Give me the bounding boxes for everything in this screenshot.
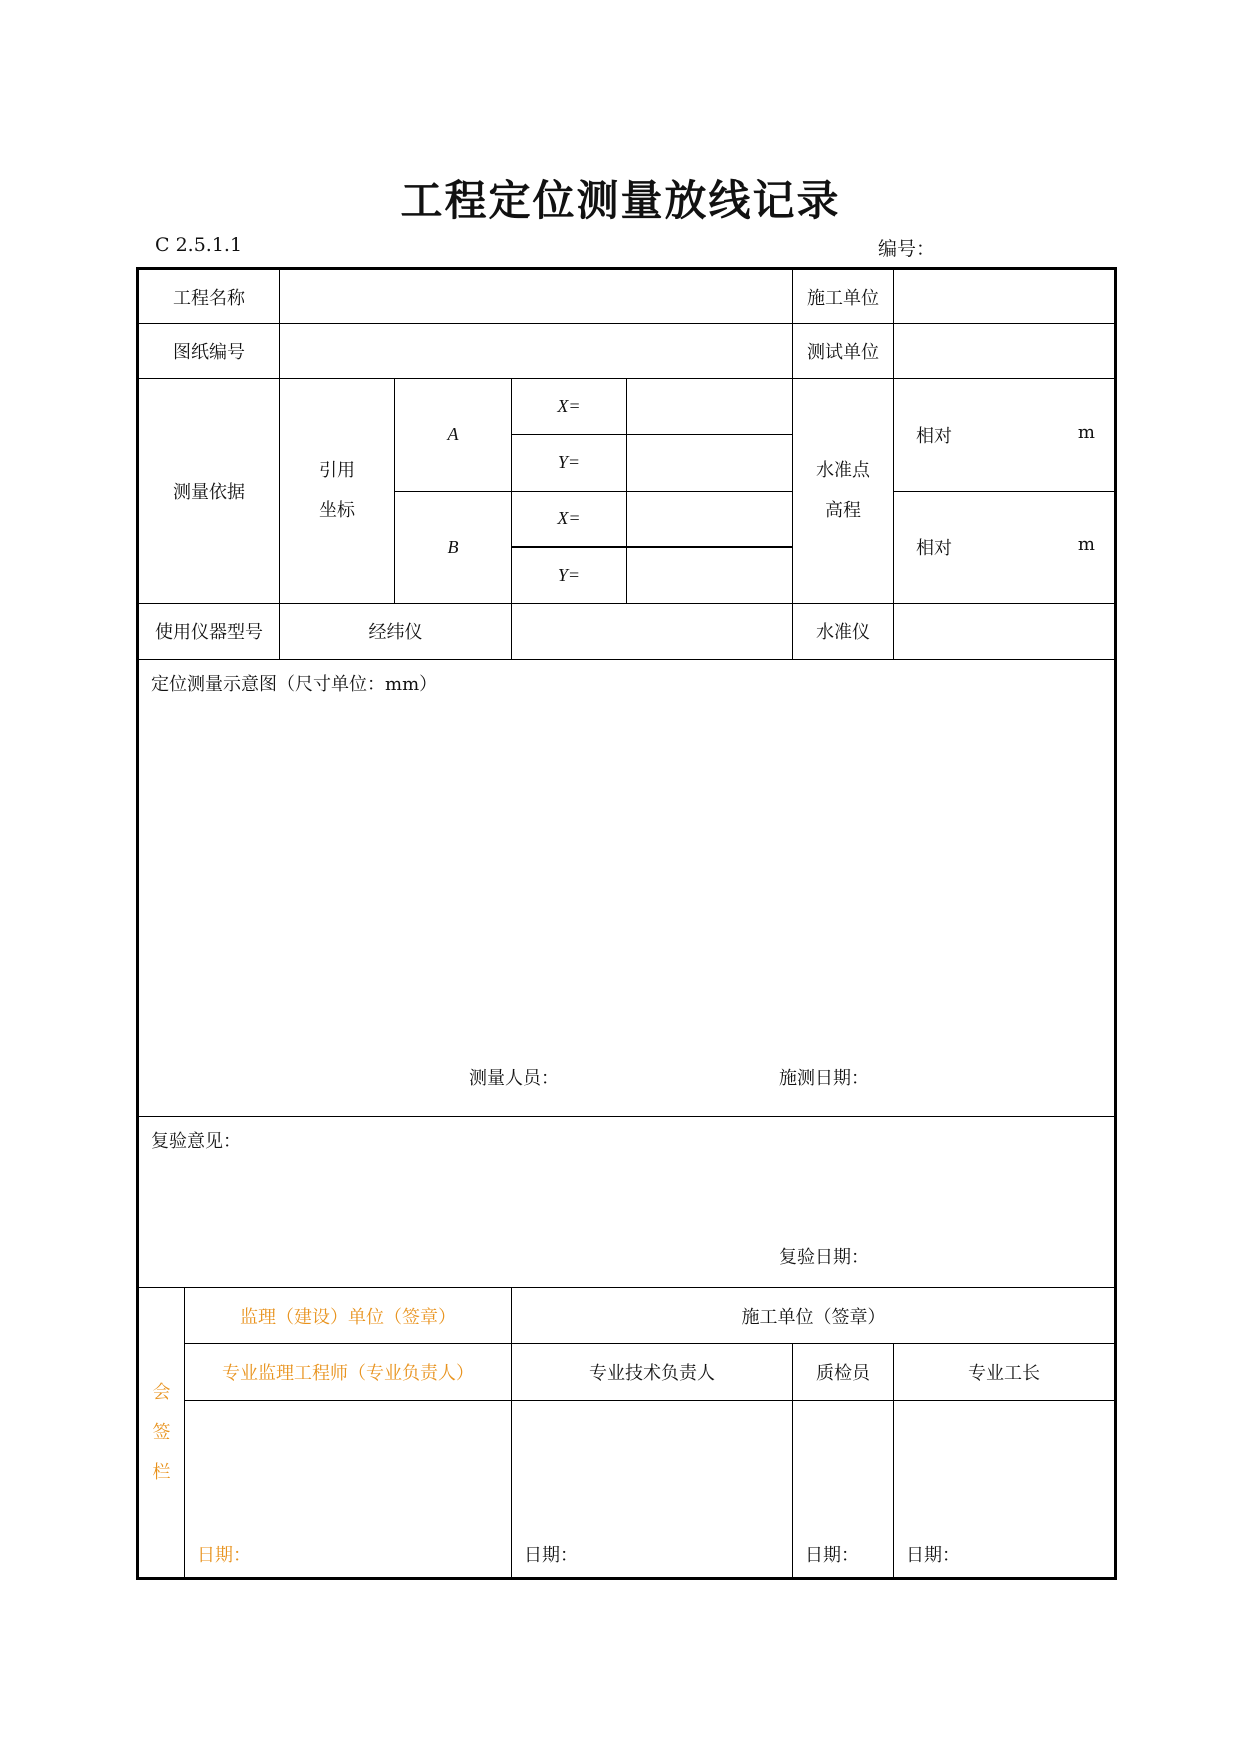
- document-title: 工程定位测量放线记录: [400, 176, 841, 225]
- tech-lead-signature[interactable]: [512, 1400, 793, 1578]
- ref-coord-line1: 引用: [319, 460, 355, 481]
- inspector-signature[interactable]: [793, 1400, 894, 1578]
- construction-unit-field[interactable]: [894, 269, 1116, 324]
- review-opinion-area[interactable]: [138, 1116, 1116, 1287]
- survey-basis-label: 测量依据: [138, 379, 280, 604]
- foreman-signature[interactable]: [894, 1400, 1116, 1578]
- theodolite-field[interactable]: [512, 603, 793, 659]
- point-a-label: A: [395, 379, 512, 491]
- countersign-char-3: 栏: [152, 1461, 171, 1483]
- point-a-x-field[interactable]: [627, 379, 793, 435]
- benchmark-elevation-label: [793, 379, 894, 604]
- theodolite-label: 经纬仪: [280, 603, 512, 659]
- countersign-column: [138, 1288, 185, 1579]
- serial-number-label: 编号：: [878, 238, 936, 260]
- drawing-number-label: 图纸编号: [138, 324, 280, 379]
- project-name-label: 工程名称: [138, 269, 280, 324]
- point-a-x-label: X=: [512, 379, 627, 435]
- point-a-y-label: Y=: [512, 435, 627, 491]
- form-code: C 2.5.1.1: [155, 234, 243, 256]
- survey-record-form: [136, 267, 1117, 1580]
- drawing-number-field[interactable]: [280, 324, 793, 379]
- relative-label-b: 相对: [916, 538, 952, 560]
- supervising-engineer-label: 专业监理工程师（专业负责人）: [185, 1344, 512, 1400]
- inspector-label: 质检员: [793, 1344, 894, 1400]
- tech-lead-label: 专业技术负责人: [512, 1344, 793, 1400]
- countersign-char-2: 签: [152, 1421, 171, 1443]
- point-b-y-field[interactable]: [627, 547, 793, 603]
- benchmark-relative-b[interactable]: [894, 491, 1116, 603]
- foreman-label: 专业工长: [894, 1344, 1116, 1400]
- inspector-date-label: 日期：: [805, 1545, 859, 1566]
- point-b-label: B: [395, 491, 512, 603]
- surveyor-label: 测量人员：: [469, 1067, 559, 1089]
- instrument-model-label: 使用仪器型号: [138, 603, 280, 659]
- testing-unit-field[interactable]: [894, 324, 1116, 379]
- supervising-engineer-date-label: 日期：: [197, 1545, 251, 1566]
- construction-unit-label: 施工单位: [793, 269, 894, 324]
- point-a-y-field[interactable]: [627, 435, 793, 491]
- benchmark-line2: 高程: [825, 500, 861, 521]
- point-b-y-label: Y=: [512, 547, 627, 603]
- project-name-field[interactable]: [280, 269, 793, 324]
- ref-coord-line2: 坐标: [319, 500, 355, 521]
- benchmark-relative-a[interactable]: [894, 379, 1116, 491]
- supervision-unit-label: 监理（建设）单位（签章）: [185, 1288, 512, 1344]
- supervising-engineer-signature[interactable]: [185, 1400, 512, 1578]
- review-caption: 复验意见：: [151, 1130, 241, 1152]
- testing-unit-label: 测试单位: [793, 324, 894, 379]
- point-b-x-field[interactable]: [627, 491, 793, 547]
- diagram-caption: 定位测量示意图（尺寸单位：mm）: [151, 673, 438, 695]
- positioning-diagram-area[interactable]: [138, 659, 1116, 1116]
- level-label: 水准仪: [793, 603, 894, 659]
- unit-m-a: m: [1077, 421, 1095, 443]
- review-date-label: 复验日期：: [779, 1247, 869, 1269]
- foreman-date-label: 日期：: [906, 1545, 960, 1566]
- relative-label-a: 相对: [916, 425, 952, 447]
- level-field[interactable]: [894, 603, 1116, 659]
- point-b-x-label: X=: [512, 491, 627, 547]
- tech-lead-date-label: 日期：: [524, 1545, 578, 1566]
- construction-unit-seal-label: 施工单位（签章）: [512, 1288, 1116, 1344]
- benchmark-line1: 水准点: [816, 460, 870, 481]
- countersign-char-1: 会: [152, 1381, 171, 1403]
- survey-date-label: 施测日期：: [779, 1067, 869, 1089]
- reference-coordinates-label: [280, 379, 395, 604]
- unit-m-b: m: [1077, 534, 1095, 556]
